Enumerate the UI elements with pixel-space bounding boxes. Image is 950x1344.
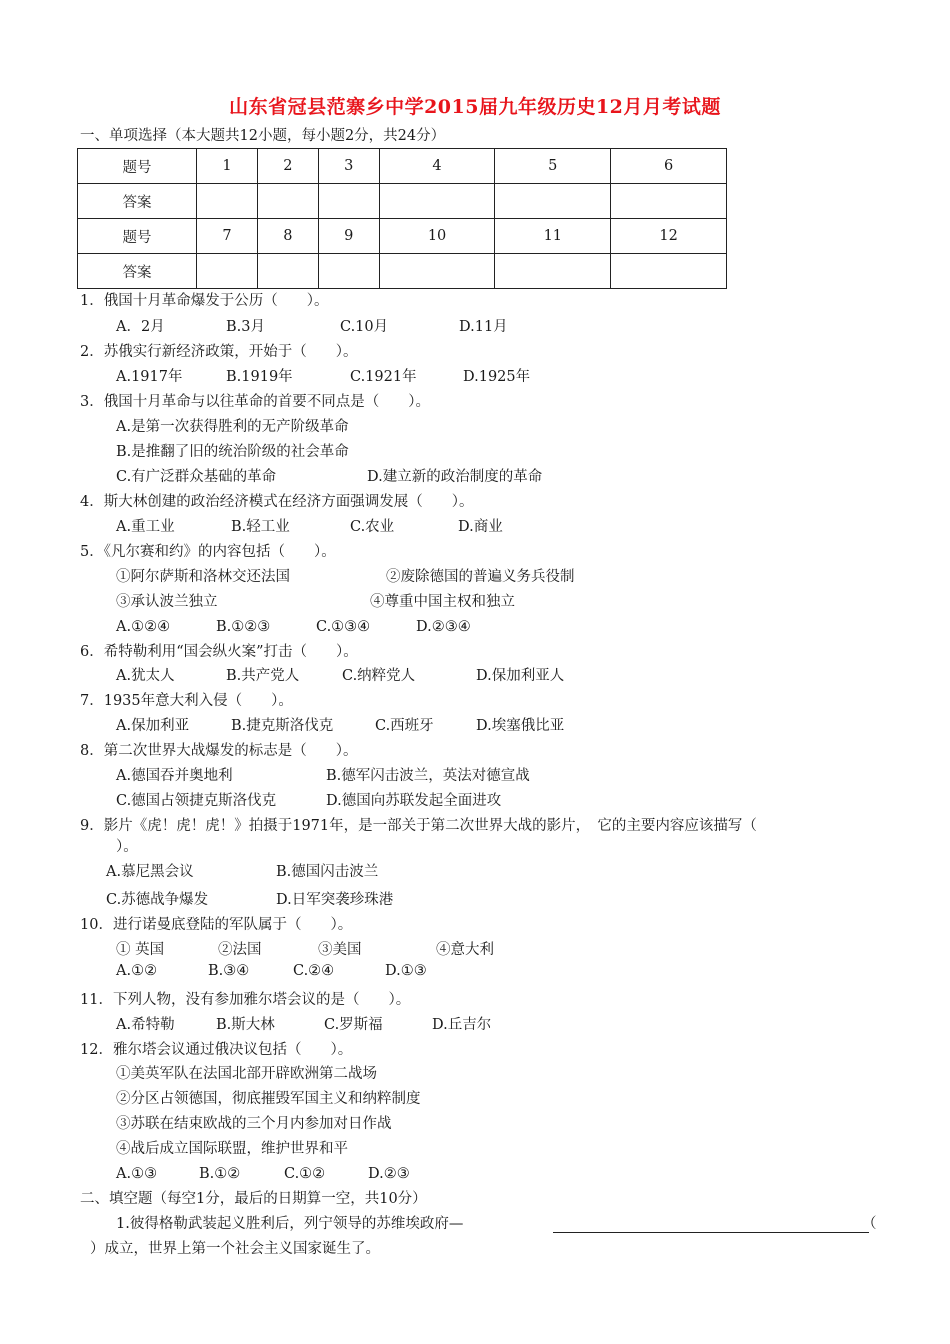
option-b: B.3月	[226, 319, 265, 335]
statement-item: ②废除德国的普遍义务兵役制	[386, 569, 575, 585]
option-d: D.日军突袭珍珠港	[276, 892, 394, 908]
section-heading: 一、单项选择（本大题共12小题，每小题2分，共24分）	[80, 128, 446, 144]
question-10-stem: 10．进行诺曼底登陆的军队属于（ ）。	[80, 917, 353, 933]
table-row	[78, 219, 727, 254]
table-cell: 11	[495, 219, 611, 254]
table-cell: 10	[379, 219, 495, 254]
option-b: B.斯大林	[216, 1017, 275, 1033]
option-d: D.11月	[459, 319, 508, 335]
option-b: B.①②③	[216, 619, 271, 635]
table-cell: 3	[318, 149, 379, 184]
question-5-stem: 5．《凡尔赛和约》的内容包括（ ）。	[80, 544, 336, 560]
option-b: B.德军闪击波兰，英法对德宣战	[326, 768, 530, 784]
statement-item: ①美英军队在法国北部开辟欧洲第二战场	[116, 1066, 377, 1082]
option-a: A.保加利亚	[116, 718, 190, 734]
question-3-stem: 3．俄国十月革命与以往革命的首要不同点是（ ）。	[80, 394, 430, 410]
statement-item: ③苏联在结束欧战的三个月内参加对日作战	[116, 1116, 392, 1132]
table-cell: 答案	[78, 254, 197, 289]
option-a: A.是第一次获得胜利的无产阶级革命	[116, 419, 349, 435]
option-c: C.②④	[293, 963, 335, 979]
option-d: D.埃塞俄比亚	[476, 718, 565, 734]
table-cell: 题号	[78, 149, 197, 184]
option-c: C.纳粹党人	[342, 668, 416, 684]
table-cell: 8	[257, 219, 318, 254]
option-a: A.①②④	[116, 619, 171, 635]
option-b: B.捷克斯洛伐克	[231, 718, 334, 734]
option-b: B.③④	[208, 963, 250, 979]
table-cell: 题号	[78, 219, 197, 254]
answer-cell[interactable]	[318, 254, 379, 289]
option-b: B.①②	[199, 1166, 241, 1182]
option-a: A.犹太人	[116, 668, 175, 684]
option-d: D.丘吉尔	[432, 1017, 492, 1033]
page-title: 山东省冠县范寨乡中学2015届九年级历史12月月考试题	[229, 96, 721, 118]
option-a: A．2月	[116, 319, 165, 335]
option-b: B.轻工业	[231, 519, 290, 535]
answer-cell[interactable]	[257, 254, 318, 289]
option-d: D.①③	[385, 963, 427, 979]
table-cell: 9	[318, 219, 379, 254]
table-cell: 7	[197, 219, 258, 254]
fill-blank-1-start: 1.彼得格勒武装起义胜利后，列宁领导的苏维埃政府—	[116, 1216, 464, 1232]
option-d: D.德国向苏联发起全面进攻	[326, 793, 502, 809]
table-cell: 答案	[78, 184, 197, 219]
option-b: B.德国闪击波兰	[276, 864, 379, 880]
option-a: A.①③	[116, 1166, 158, 1182]
option-d: D.建立新的政治制度的革命	[367, 469, 543, 485]
statement-item: ③美国	[318, 942, 362, 958]
option-a: A.重工业	[116, 519, 175, 535]
option-c: C.有广泛群众基础的革命	[116, 469, 277, 485]
answer-cell[interactable]	[611, 254, 727, 289]
option-d: D.保加利亚人	[476, 668, 565, 684]
option-d: D.②③④	[416, 619, 471, 635]
option-a: A.1917年	[116, 369, 183, 385]
answer-table	[77, 148, 727, 289]
statement-item: ②分区占领德国，彻底摧毁军国主义和纳粹制度	[116, 1091, 421, 1107]
question-9-stem: 9．影片《虎！虎！虎！》拍摄于1971年，是一部关于第二次世界大战的影片， 它的主要内容应该描写（	[80, 818, 757, 834]
table-row	[78, 149, 727, 184]
option-a: A.德国吞并奥地利	[116, 768, 233, 784]
table-row	[78, 184, 727, 219]
answer-cell[interactable]	[197, 254, 258, 289]
question-6-stem: 6．希特勒利用“国会纵火案”打击（ ）。	[80, 644, 358, 660]
question-9-stem-continued: ）。	[116, 839, 138, 855]
statement-item: ④战后成立国际联盟，维护世界和平	[116, 1141, 348, 1157]
option-c: C.德国占领捷克斯洛伐克	[116, 793, 277, 809]
question-11-stem: 11．下列人物，没有参加雅尔塔会议的是（ ）。	[80, 992, 411, 1008]
question-4-stem: 4．斯大林创建的政治经济模式在经济方面强调发展（ ）。	[80, 494, 474, 510]
statement-item: ①阿尔萨斯和洛林交还法国	[116, 569, 290, 585]
option-d: D.1925年	[463, 369, 531, 385]
option-c: C.10月	[340, 319, 389, 335]
option-d: D.②③	[368, 1166, 410, 1182]
table-row	[78, 254, 727, 289]
fill-blank-1-end: ）成立，世界上第一个社会主义国家诞生了。	[90, 1241, 380, 1257]
section-heading: 二、填空题（每空1分，最后的日期算一空，共10分）	[80, 1191, 427, 1207]
option-b: B.1919年	[226, 369, 293, 385]
option-b: B.是推翻了旧的统治阶级的社会革命	[116, 444, 349, 460]
option-c: C.农业	[350, 519, 395, 535]
answer-cell[interactable]	[611, 184, 727, 219]
option-d: D.商业	[458, 519, 503, 535]
table-cell: 12	[611, 219, 727, 254]
table-cell: 2	[257, 149, 318, 184]
option-c: C.①②	[284, 1166, 326, 1182]
option-c: C.1921年	[350, 369, 417, 385]
option-c: C.苏德战争爆发	[106, 892, 209, 908]
statement-item: ②法国	[218, 942, 262, 958]
table-cell: 1	[197, 149, 258, 184]
question-8-stem: 8．第二次世界大战爆发的标志是（ ）。	[80, 743, 358, 759]
option-c: C.罗斯福	[324, 1017, 383, 1033]
question-7-stem: 7．1935年意大利入侵（ ）。	[80, 693, 293, 709]
question-1-stem: 1．俄国十月革命爆发于公历（ ）。	[80, 293, 329, 309]
option-a: A.①②	[116, 963, 158, 979]
statement-item: ④尊重中国主权和独立	[370, 594, 515, 610]
answer-cell[interactable]	[495, 184, 611, 219]
answer-cell[interactable]	[379, 184, 495, 219]
table-cell: 5	[495, 149, 611, 184]
option-a: A.慕尼黑会议	[106, 864, 194, 880]
answer-cell[interactable]	[379, 254, 495, 289]
question-2-stem: 2．苏俄实行新经济政策，开始于（ ）。	[80, 344, 358, 360]
answer-cell[interactable]	[495, 254, 611, 289]
answer-cell[interactable]	[257, 184, 318, 219]
statement-item: ③承认波兰独立	[116, 594, 218, 610]
fill-blank-line[interactable]	[553, 1231, 869, 1233]
fill-blank-1-paren: （	[862, 1216, 877, 1232]
option-c: C.西班牙	[375, 718, 434, 734]
answer-cell[interactable]	[318, 184, 379, 219]
question-12-stem: 12．雅尔塔会议通过俄决议包括（ ）。	[80, 1042, 353, 1058]
option-a: A.希特勒	[116, 1017, 175, 1033]
statement-item: ① 英国	[116, 942, 165, 958]
statement-item: ④意大利	[436, 942, 494, 958]
table-cell: 4	[379, 149, 495, 184]
option-c: C.①③④	[316, 619, 371, 635]
option-b: B.共产党人	[226, 668, 300, 684]
table-cell: 6	[611, 149, 727, 184]
answer-cell[interactable]	[197, 184, 258, 219]
